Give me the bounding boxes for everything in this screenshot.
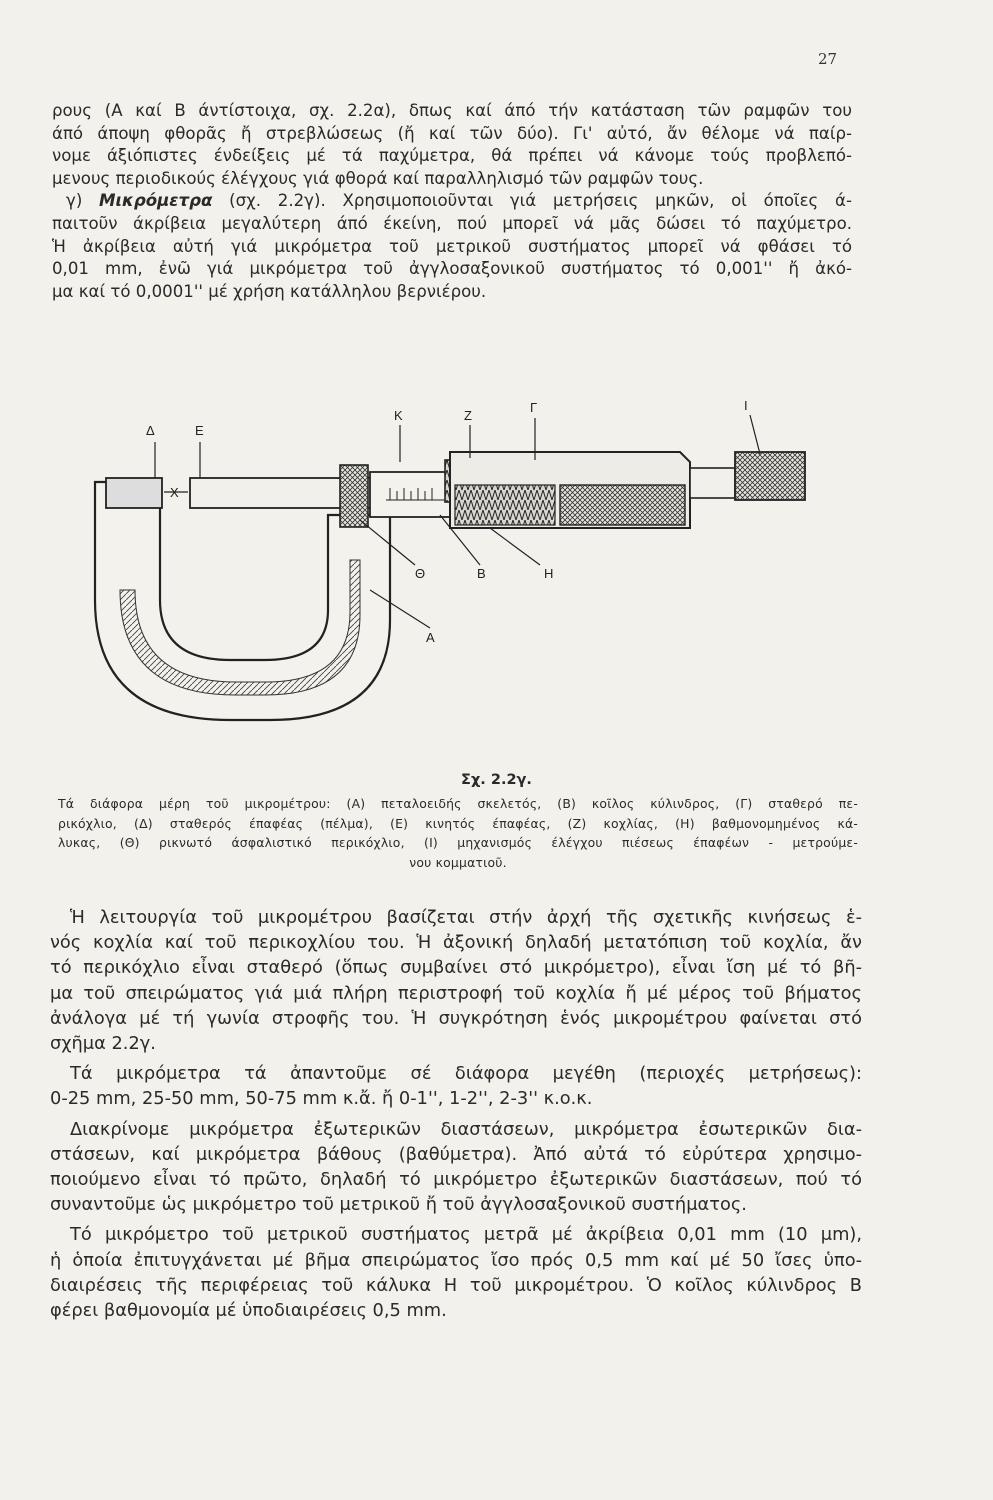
section-heading-line bbox=[52, 190, 852, 213]
caption-line: λυκας, (Θ) ρικνωτό άσφαλιστικό περικόχλιο, (Ι) μηχανισμός έλέγχου πιέσεως έπαφέων - μετρούμε- bbox=[58, 835, 858, 850]
intro-paragraph bbox=[52, 100, 852, 303]
intro-line: μα καί τό 0,0001'' μέ χρήση κατάλληλου βερνιέρου. bbox=[52, 281, 487, 301]
label-kappa: Κ bbox=[394, 408, 403, 423]
micrometer-figure bbox=[60, 390, 820, 770]
body-line: ἀνάλογα μέ τή γωνία στροφῆς του. Ἡ συγκρότηση ἑνός μικρομέτρου φαίνεται στό bbox=[50, 1007, 862, 1029]
body-line: ποιούμενο εἶναι τό πρῶτο, δηλαδή τό μικρόμετρο ἐξωτερικῶν διαστάσεων, πού τό bbox=[50, 1169, 862, 1191]
page-number: 27 bbox=[818, 50, 838, 68]
body-line: νός κοχλία καί τοῦ περικοχλίου του. Ἡ ἀξονική δηλαδή μετατόπιση τοῦ κοχλία, ἄν bbox=[50, 932, 862, 954]
intro-line: νομε άξιόπιστες ένδείξεις μέ τά παχύμετρα, θά πρέπει νά κάνομε τούς προβλεπό- bbox=[52, 146, 852, 166]
body-line: Τό μικρόμετρο τοῦ μετρικοῦ συστήματος μετρᾶ μέ ἀκρίβεια 0,01 mm (10 μm), bbox=[70, 1224, 862, 1246]
body-line: στάσεων, καί μικρόμετρα βάθους (βαθύμετρα). Ἀπό αὐτά τό εὐρύτερα χρησιμο- bbox=[50, 1143, 862, 1165]
section-title: Μικρόμετρα bbox=[99, 191, 213, 211]
sleeve-b bbox=[370, 472, 450, 517]
label-alpha: Α bbox=[426, 630, 435, 645]
label-theta: Θ bbox=[415, 566, 426, 581]
body-text bbox=[50, 905, 862, 1323]
label-epsilon: Ε bbox=[195, 423, 204, 438]
label-beta: Β bbox=[477, 566, 486, 581]
body-line: 0-25 mm, 25-50 mm, 50-75 mm κ.ἄ. ἤ 0-1'', 1-2'', 2-3'' κ.ο.κ. bbox=[50, 1088, 593, 1110]
body-line: φέρει βαθμονομία μέ ὑποδιαιρέσεις 0,5 mm. bbox=[50, 1300, 447, 1322]
figure-caption-title: Σχ. 2.2γ. bbox=[461, 772, 532, 788]
intro-line: 0,01 mm, ἐνῶ γιά μικρόμετρα τοῦ ἀγγλοσαξονικοῦ συστήματος τό 0,001'' ἤ ἀκό- bbox=[52, 259, 852, 279]
caption-line: Τά διάφορα μέρη τοῦ μικρομέτρου: (Α) πεταλοειδής σκελετός, (Β) κοῖλος κύλινδρος, (Γ) σταθερό πε- bbox=[58, 796, 858, 811]
body-line: Ἡ λειτουργία τοῦ μικρομέτρου βασίζεται στήν ἀρχή τῆς σχετικῆς κινήσεως ἑ- bbox=[70, 907, 862, 928]
micrometer-drawing bbox=[60, 390, 820, 770]
caption-line: ρικόχλιο, (Δ) σταθερός έπαφέας (πέλμα), (Ε) κινητός έπαφέας, (Ζ) κοχλίας, (Η) βαθμονομημένος κά- bbox=[58, 815, 858, 831]
label-eta: Η bbox=[544, 566, 554, 581]
intro-line: Ἡ ἀκρίβεια αὐτή γιά μικρόμετρα τοῦ μετρικοῦ συστήματος μπορεῖ νά φθάσει τό bbox=[52, 236, 852, 256]
intro-line: μενους περιοδικούς έλέγχους γιά φθορά καί παραλληλισμό τῶν ραμφῶν τους. bbox=[52, 168, 704, 188]
section-prefix: γ) bbox=[66, 191, 100, 211]
lock-nut-theta bbox=[340, 465, 368, 527]
body-line: ἡ ὁποία ἐπιτυγχάνεται μέ βῆμα σπειρώματος ἴσο πρός 0,5 mm καί μέ 50 ἴσες ὑπο- bbox=[50, 1249, 862, 1271]
figure-caption bbox=[58, 794, 858, 872]
label-iota: Ι bbox=[744, 398, 748, 413]
label-delta: Δ bbox=[146, 423, 155, 438]
intro-line: παιτοῦν άκρίβεια μεγαλύτερη άπό έκείνη, πού μπορεῖ νά μᾶς δώσει τό παχύμετρο. bbox=[52, 213, 852, 233]
ratchet-shaft bbox=[690, 468, 735, 498]
label-gamma: Γ bbox=[530, 400, 538, 415]
body-line: μα τοῦ σπειρώματος γιά μιά πλήρη περιστροφή τοῦ κοχλία ἤ μέ μέρος τοῦ βήματος bbox=[50, 982, 862, 1004]
body-line: Διακρίνομε μικρόμετρα ἐξωτερικῶν διαστάσεων, μικρόμετρα ἐσωτερικῶν δια- bbox=[70, 1118, 862, 1140]
caption-line: νου κομματιοῦ. bbox=[409, 854, 507, 870]
label-zeta: Ζ bbox=[464, 408, 472, 423]
body-line: τό περικόχλιο εἶναι σταθερό (ὅπως συμβαίνει στό μικρόμετρο), εἶναι ἴση μέ τό βῆ- bbox=[50, 957, 862, 979]
body-line: συναντοῦμε ὡς μικρόμετρο τοῦ μετρικοῦ ἤ τοῦ ἀγγλοσαξονικοῦ συστήματος. bbox=[50, 1194, 747, 1216]
body-line: Τά μικρόμετρα τά ἀπαντοῦμε σέ διάφορα μεγέθη (περιοχές μετρήσεως): bbox=[70, 1063, 862, 1085]
body-line: σχῆμα 2.2γ. bbox=[50, 1033, 156, 1055]
anvil-d bbox=[106, 478, 162, 508]
body-line: διαιρέσεις τῆς περιφέρειας τοῦ κάλυκα Η τοῦ μικρομέτρου. Ὁ κοῖλος κύλινδρος Β bbox=[50, 1274, 862, 1296]
intro-line: άπό άποψη φθορᾶς ἤ στρεβλώσεως (ἤ καί τῶν δύο). Γι' αὐτό, ἄν θέλομε νά παίρ- bbox=[52, 123, 852, 143]
label-x: Χ bbox=[170, 485, 179, 500]
intro-line: ρους (Α καί Β άντίστοιχα, σχ. 2.2α), δπως καί άπό τήν κατάσταση τῶν ραμφῶν του bbox=[52, 101, 852, 120]
section-rest: (σχ. 2.2γ). Χρησιμοποιοῦνται γιά μετρήσεις μηκῶν, οἱ όποῖες ά- bbox=[212, 191, 852, 211]
ratchet-i bbox=[735, 452, 805, 500]
